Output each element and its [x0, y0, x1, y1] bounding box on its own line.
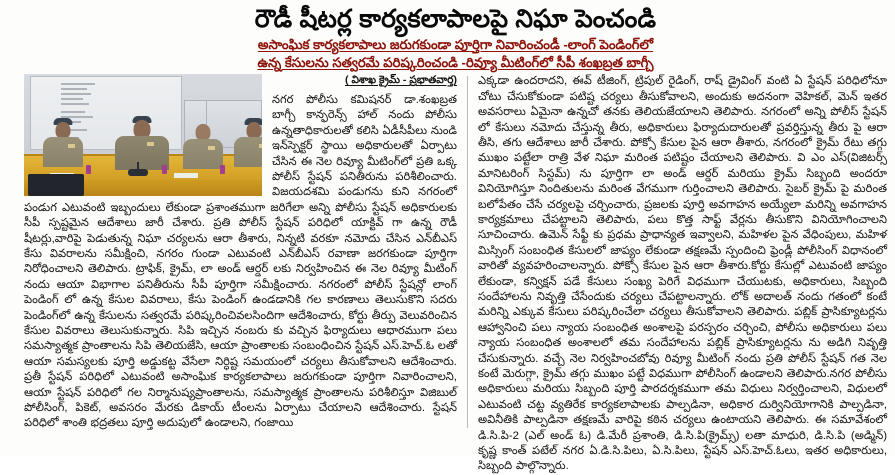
left-column-text: నగర పోలీసు కమిషనర్ డా.శంఖబ్రత బాగ్చీ కాన్ఫరెన్స్ హాల్ నందు పోలీసు ఉన్నతాధికారులతో కలిసి ఏడీసీపీలు నుండి ఇన్‌స్పెక్టర్ స్థాయి అధికారులతో ఏర్పాటు చేసిన ఈ నెల రివ్యూ మీటింగ్‌లో ప్రతి ఒక్క పోలీస్ స్టేషన్ పనితీరును పరిశీలించారు. విజయదశమి పండుగను కుని నగరంలో పండుగ ఎటువంటి ఇబ్బందులు లేకుండా ప్రశాంతముగా జరిగేలా అన్ని పోలీసు స్టేషన్ అధికారులకు సీపీ స్పష్టమైన ఆదేశాలు జారీ చేశారు. ప్రతి పోలీస్ స్టేషన్ పరిధిలో యాక్టివ్ గా ఉన్న రౌడీ షీటర్లు,వారిపై పెడుతున్న నిఘా చర్యలను ఆరా తీశారు, నిన్నటి వరకూ నమోదు చేసిన ఎన్‌బీఎస్ కేసు వివరాలను సమీక్షించి, నగరం గుండా ఎటువంటి ఎన్‌బీఎస్ రవాణా జరగకుండా పూర్తిగా నిరోధించాలని తెలిపారు. ట్రాఫిక్, క్రైమ్, లా అండ్ ఆర్డర్ లకు నిర్వహించిన ఈ నెల రివ్యూ మీటింగ్ నందు ఆయా విభాగాల పనితీరును సీపీ పూర్తిగా సమీక్షించారు. నగరంలో పోలీస్ స్టేషన్లో లాంగ్ పెండింగ్ లో ఉన్న కేసుల వివరాలు, కేసు పెండింగ్ ఉండడానికి గల కారణాలు తెలుసుకొని సదరు పెండింగ్‌లో ఉన్న కేసులను సత్వరమే పరిష్కరించివలసిందిగా ఆదేశించారు, కోర్టు తీర్పు వెలువరించిన కేసుల వివరాలు తెలుసుకున్నారు. సిపి ఇచ్చిన నంబరు కు వచ్చిన ఫిర్యాదులు ఆధారముగా పలు సమస్యాత్మక ప్రాంతాలను సిపి తెలియజేసి, ఆయా ప్రాంతాలకు సంబంధించిన స్టేషన్ ఎస్.హెచ్.ఓ లతో ఆయా సమస్యలకు పూర్తి అడ్డుకట్ట వేసేలా నిర్ధిష్ట సమయంలో చర్యలు తీసుకోవాలని ఆదేశించారు. ప్రతీ స్టేషన్ పరిధిలో ఎటువంటి అసాంఘిక కార్యకలాపాలు జరుగకుండా పూర్తిగా నివారించాలని, ఆయా స్టేషన్ పరిధిలో గల నిర్మానుష్యప్రాంతాలను, సమస్యాత్మక ప్రాంతాలను పరిశీలిస్తూ విజిబుల్ పోలీసింగ్, పికెట్, అవసరం మేరకు డికాయ్ టీంలను ఏర్పాటు చేయాలని ఆదేశించారు. స్టేషన్ పరిధిలో శాంతి భద్రతలు పూర్తి అదుపులో ఉండాలని, గంజాయి	[24, 93, 457, 430]
article-photo	[24, 74, 262, 196]
cup-icon	[86, 165, 91, 174]
right-column	[476, 74, 887, 475]
article-body	[24, 74, 887, 475]
police-officer-figure	[182, 124, 224, 170]
sub-headline-secondary: ఉన్న కేసులను సత్వరమే పరిష్కరించండి -రివ్యూ మీటింగ్‌లో సీపీ శంఖబ్రత బాగ్చీ	[257, 55, 654, 71]
police-officer-figure	[116, 120, 168, 172]
left-column	[24, 74, 467, 432]
sub-headline-primary: అసాంఘిక కార్యకలాపాలు జరుగకుండా పూర్తిగా నివారించండీ -లాంగ్ పెండింగ్‌లో	[257, 37, 654, 52]
cup-icon	[162, 165, 167, 174]
headline-block	[24, 6, 887, 71]
byline: ( విశాఖ క్రైమ్ - ప్రభాతవార్త)	[345, 74, 457, 87]
page-title: రౌడీ షీటర్ల కార్యకలాపాలపై నిఘా పెంచండి	[254, 5, 657, 33]
laptop-icon	[28, 174, 84, 196]
microphone-icon	[128, 169, 148, 176]
police-officer-figure	[232, 122, 262, 170]
police-officer-figure	[42, 122, 84, 170]
right-column-text: ఎక్కడా ఉందరాదని, ఈవ్ టీజింగ్, ట్రిపుల్ రైడింగ్, రాష్ డ్రైవింగ్ వంటి ఏ స్టేషన్ పరిధిలోనూ చోటు చేసుకోకుండా పటిష్ట చర్యలు తీసుకోవాలని, అందుకు అదనంగా వెహికల్, మెన్ ఇతర అవసరాలు ఏమైనా ఉన్నచో తనకు తెలియజేయాలని తెలిపారు. నగరంలో అన్ని పోలీస్ స్టేషన్ లో కేసులు నమోదు చేస్తున్న తీరు, అధికారులు ఫిర్యాదుదారులతో ప్రవర్తిస్తున్న తీరు పై ఆరా తీసి, తగు ఆదేశాలు జారీ చేశారు. పోక్సో కేసుల పైన ఆరా తీశారు, నగరంలో క్రైమ్ రేటు తగ్గు ముఖం పట్టేలా రాత్రి వేళ నిఘా మరింత పటిష్టం చేయాలని తెలిపారు. వి ఎం ఎస్(విజిటర్స్ మానిటరింగ్ సిస్టమ్) ను పూర్తిగా లా అండ్ ఆర్డర్ మరియు క్రైమ్ సిబ్బంది అందరూ వినియోగిస్తూ నిందితులను మరింత వేగముగా గుర్తించాలని తెలిపారు. సైబర్ క్రైమ్ పై మరింత బలోపేతం చేసే చర్యలపై చర్చించారు, ప్రజలకు పూర్తి అవగాహన అయ్యేలా మరిన్ని అవగాహన కార్యక్రమాలు చేపట్టాలని తెలిపారు, పలు కొత్త సాఫ్ట్ వేర్లను తీసుకొని వినియోగించాలని సూచించారు. ఉమెన్ సేఫ్టీ కు ప్రధమ ప్రాధాన్యత ఇవ్వాలని, మహిళల పైన వేధింపులు, మహిళ మిస్సింగ్ సంబంధిత కేసులలో జాప్యం లేకుండా తక్షణమే స్పందించి ఫ్రెండ్లీ పోలీసింగ్ విధానంలో వారితో వ్యవహరించాలన్నారు. పోక్సో కేసుల పైన ఆరా తీశారు.కోర్టు కేసుల్లో ఎటువంటి జాప్యం లేకుండా, కన్విక్షన్ పడే కేసులు సంఖ్య పెరిగే విధముగా చేయుటకు, అధికారులు, సిబ్బంది సందేహాలను నివృత్తి చేసేందుకు చర్యలు చేపట్టాలన్నారు. లోక్ అదాలత్ నందు గతంలో కంటే మరిన్ని ఎక్కువ కేసులు పరిష్కరించేలా చర్యలు తీసుకోవాలని తెలిపారు. పబ్లిక్ ప్రాసిక్యూటర్లను ఆహ్వానించి పలు న్యాయ సంబంధిత అంశాలపై పరస్పరం చర్చించి, పోలీసు అధికారులు పలు న్యాయ సంబంధిత అంశాలలో తమ సందేహాలను పబ్లిక్ ప్రాసిక్యూటర్లను ను అడిగి నివృత్తి చేసుకున్నారు. వచ్చే నెల నిర్వహించబోవు రివ్యూ మీటింగ్ నందు ప్రతి పోలీస్ స్టేషన్ గత నెల కంటే మెరుగ్గా, క్రైమ్ తగ్గు ముఖం పట్టే విధముగా పోలీసింగ్ ఉండాలని తెలిపారు.నగర పోలీసు అధికారులు మరియు సిబ్బంది పూర్తి పారదర్శకముగా తమ విధులు నిర్వర్తించాలని, విధులలో ఎటువంటి చట్ట వ్యతిరేక కార్యకలాపాలకు పాల్పడినా, అధికార దుర్వినియోగానికి పాల్పడినా, అవినీతికి పాల్పడినా తక్షణమే వారిపై కఠిన చర్యలు ఉంటాయని తెలిపారు. ఈ సమావేశంలో డి.సి.పి-2 (ఎల్ అండ్ ఓ) డి.మేరీ ప్రశాంతి, డి.సి.పి(క్రైమ్స్) లతా మాధురి, డి.సి.పి (అడ్మిన్) కృష్ణ కాంత్ పటేల్ నగర ఏ.డి.సి.పిలు, ఏ.సి.పిలు, స్టేషన్ ఎస్.హెచ్.ఓలు, ఇతర అధికారులు, సిబ్బంది పాల్గొన్నారు.	[477, 75, 887, 473]
cup-icon	[220, 165, 225, 174]
column-divider	[467, 76, 468, 428]
paper-icon	[174, 173, 198, 178]
